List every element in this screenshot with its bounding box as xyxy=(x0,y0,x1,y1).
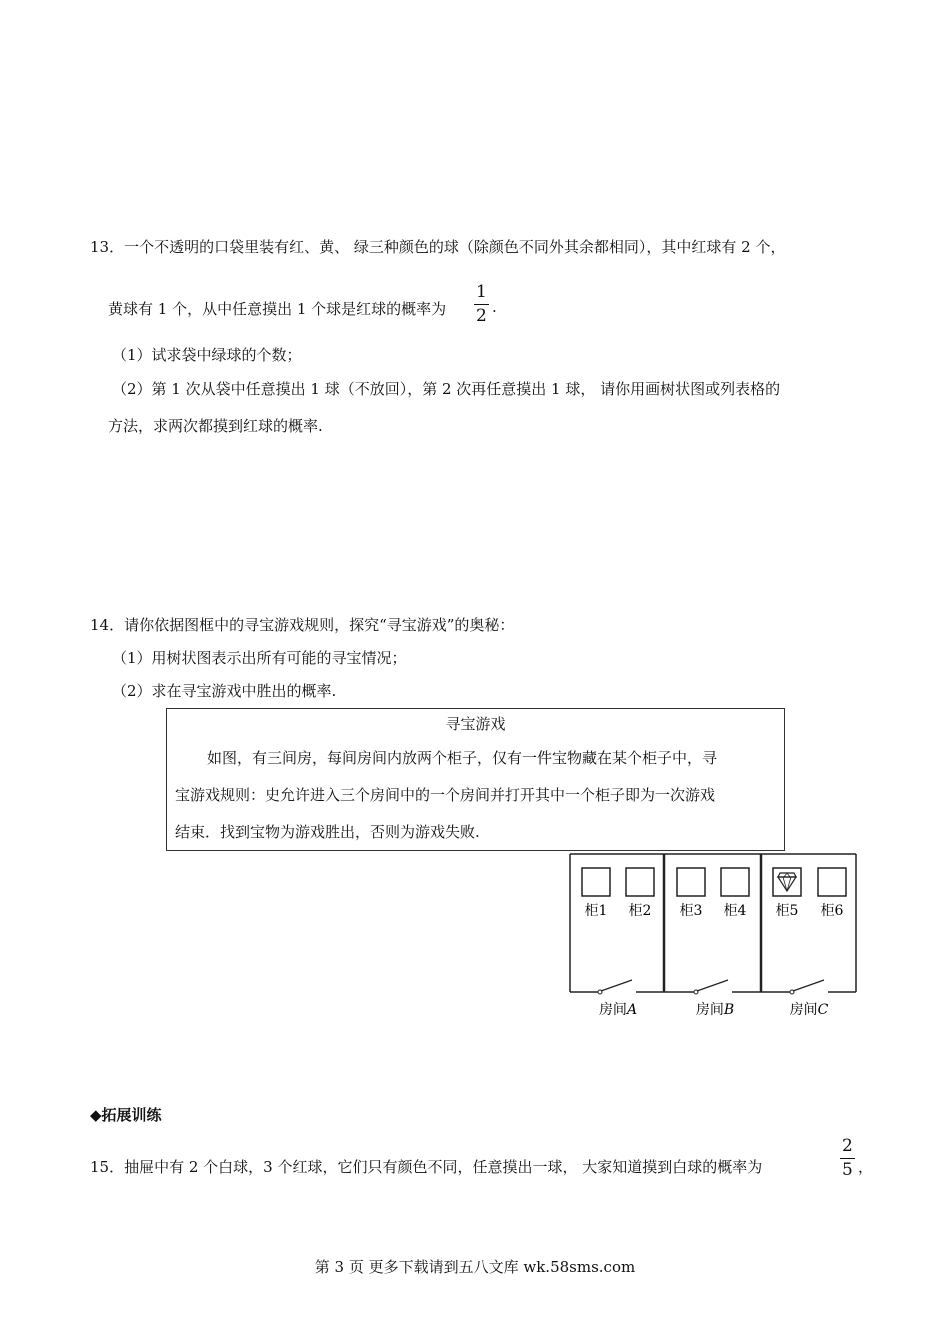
cabinet-label-1: 柜1 xyxy=(584,903,608,919)
q13-part1: （1）试求袋中绿球的个数； xyxy=(112,346,302,364)
q13-line1: 13．一个不透明的口袋里装有红、黄、 绿三种颜色的球（除颜色不同外其余都相同），其中红球有 2 个， xyxy=(90,238,786,256)
q13-part2a: （2）第 1 次从袋中任意摸出 1 球（不放回），第 2 次再任意摸出 1 球， 请你用画树状图或列表格的 xyxy=(112,380,781,398)
q13-line2-end: . xyxy=(492,298,497,316)
cabinet-label-5: 柜5 xyxy=(775,903,799,919)
q15-fraction-numerator: 2 xyxy=(842,1136,853,1156)
q15-line1: 15．抽屉中有 2 个白球，3 个红球，它们只有颜色不同，任意摸出一球， 大家知道摸到白球的概率为 xyxy=(90,1158,763,1176)
q14-part2: （2）求在寻宝游戏中胜出的概率. xyxy=(112,682,337,700)
q15-fraction-denominator: 5 xyxy=(842,1160,853,1180)
q15-fraction xyxy=(840,1138,855,1179)
page-footer: 第 3 页 更多下载请到五八文库 wk.58sms.com xyxy=(314,1258,636,1276)
room-label-a: 房间A xyxy=(598,1002,638,1018)
cabinet-label-4: 柜4 xyxy=(723,903,747,919)
room-label-c: 房间C xyxy=(789,1002,829,1018)
rules-box-line3: 结束．找到宝物为游戏胜出，否则为游戏失败. xyxy=(175,823,480,841)
section-heading: ◆拓展训练 xyxy=(90,1106,162,1124)
q13-fraction-numerator: 1 xyxy=(476,282,487,302)
cabinet-label-6: 柜6 xyxy=(820,903,844,919)
q13-fraction-denominator: 2 xyxy=(476,306,487,326)
q14-part1: （1）用树状图表示出所有可能的寻宝情况； xyxy=(112,649,407,667)
cabinet-label-2: 柜2 xyxy=(628,903,652,919)
cabinet-2-box xyxy=(626,868,654,896)
q15-fraction-bar xyxy=(840,1158,855,1159)
rooms-figure xyxy=(560,850,865,1030)
q13-line2: 黄球有 1 个，从中任意摸出 1 个球是红球的概率为 xyxy=(108,300,447,318)
cabinet-label-3: 柜3 xyxy=(679,903,703,919)
q13-fraction-bar xyxy=(474,304,489,305)
room-label-b: 房间B xyxy=(695,1002,735,1018)
q13-part2b: 方法，求两次都摸到红球的概率. xyxy=(108,417,323,435)
q13-fraction xyxy=(474,284,489,325)
cabinet-1-box xyxy=(582,868,610,896)
rules-box-line1: 如图，有三间房，每间房间内放两个柜子，仅有一件宝物藏在某个柜子中，寻 xyxy=(207,749,718,767)
cabinet-4-box xyxy=(721,868,749,896)
cabinet-6-box xyxy=(818,868,846,896)
q15-line1-end: ， xyxy=(858,1158,874,1176)
rules-box-line2: 宝游戏规则：史允许进入三个房间中的一个房间并打开其中一个柜子即为一次游戏 xyxy=(175,786,716,804)
q14-line1: 14．请你依据图框中的寻宝游戏规则，探究“寻宝游戏”的奥秘： xyxy=(90,616,515,634)
cabinet-3-box xyxy=(677,868,705,896)
rules-box-title: 寻宝游戏 xyxy=(445,715,506,733)
rules-box xyxy=(166,708,785,851)
